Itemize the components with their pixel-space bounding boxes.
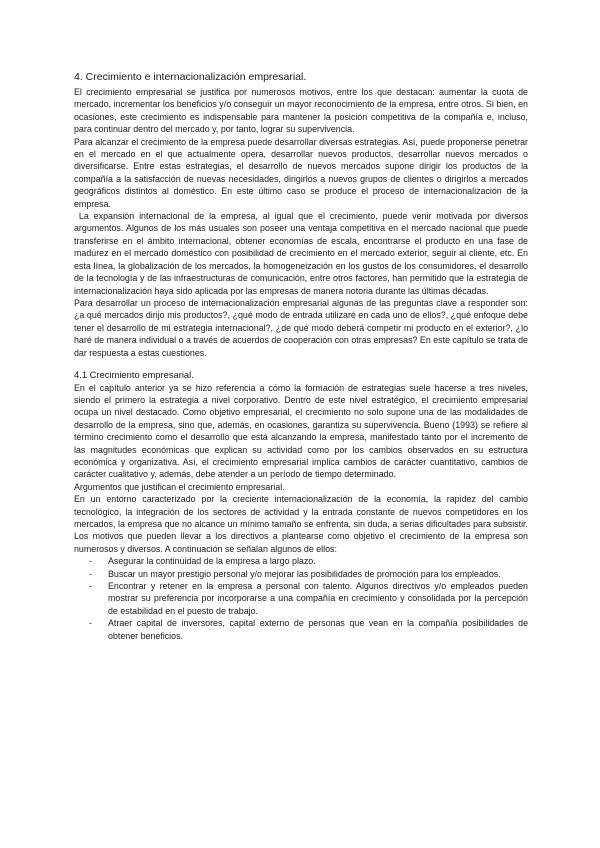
bullet-dash: -	[89, 581, 92, 592]
list-item	[89, 580, 528, 617]
body-paragraph: En el capítulo anterior ya se hizo referencia a cómo la formación de estrategias suele hacerse a tres niveles, siendo el primero la estrategia a nivel corporativo. Dentro de este nivel estratégico, el crecimiento empresarial ocupa un nivel destacado. Como objetivo empresarial, el crecimiento no solo supone una de las modalidades de desarrollo de la empresa, sino que, además, en ocasiones, garantiza su supervivencia. Bueno (1993) se refiere al término crecimiento como el desarrollo que está alcanzando la empresa, manifestado tanto por el incremento de las magnitudes económicas que explican su actividad como por los cambios observados en su estructura económica y organizativa. Así, el crecimiento empresarial implica cambios de carácter cuantitativo, cambios de carácter cualitativo y, además, debe atender a un período de tiempo determinado.	[74, 382, 528, 480]
body-paragraph: En un entorno caracterizado por la creciente internacionalización de la economía, la rapidez del cambio tecnológico, la integración de los sectores de actividad y la entrada constante de nuevos competidores en los mercados, la empresa que no alcance un mínimo tamaño se enfrenta, sin duda, a serias dificultades para subsistir. Los motivos que pueden llevar a los directivos a plantearse como objetivo el crecimiento de la empresa son numerosos y diversos. A continuación se señalan algunos de ellos:	[74, 494, 528, 554]
list-item-text: Asegurar la continuidad de la empresa a largo plazo.	[108, 556, 316, 567]
list-item	[89, 568, 528, 580]
subsection-title: 4.1 Crecimiento empresarial.	[74, 368, 194, 380]
bullet-dash: -	[89, 556, 92, 567]
list-item	[89, 617, 528, 642]
list-item-text: Buscar un mayor prestigio personal y/o mejorar las posibilidades de promoción para los empleados.	[108, 568, 501, 579]
bullet-dash: -	[89, 568, 92, 579]
list-item	[89, 555, 528, 567]
list-item-text: Atraer capital de inversores, capital externo de personas que vean en la compañía posibilidades de obtener beneficios.	[108, 618, 528, 641]
body-paragraph: La expansión internacional de la empresa, al igual que el crecimiento, puede venir motivada por diversos argumentos. Algunos de los más usuales son poseer una ventaja competitiva en el mercado nacional que puede transferirse en el ámbito internacional, obtener economías de escala, encontrarse el producto en una fase de madurez en el mercado doméstico con posibilidad de crecimiento en el mercado exterior, seguir al cliente, etc. En esta línea, la globalización de los mercados, la homogeneización en los gustos de los consumidores, el desarrollo de la tecnología y de las infraestructuras de comunicación, entre otros factores, han permitido que la estrategia de internacionalización haya sido aplicada por las empresas de manera notoria durante las últimas décadas.	[74, 211, 531, 296]
section-title: 4. Crecimiento e internacionalización empresarial.	[74, 71, 307, 83]
list-item-text: Encontrar y retener en la empresa a personal con talento. Algunos directivos y/o empleados pueden mostrar su preferencia por incorporarse a una compañía en crecimiento y consolidada por la percepción de estabilidad en el puesto de trabajo.	[108, 581, 528, 616]
body-paragraph: El crecimiento empresarial se justifica por numerosos motivos, entre los que destacan: aumentar la cuota de mercado, incrementar los beneficios y/o conseguir un mayor reconocimiento de la empresa, entre otros. Si bien, en ocasiones, este crecimiento es indispensable para mantener la posición competitiva de la compañía e, incluso, para continuar dentro del mercado y, por tanto, lograr su supervivencia.	[74, 87, 528, 135]
body-paragraph: Para alcanzar el crecimiento de la empresa puede desarrollar diversas estrategias. Así, puede proponerse penetrar en el mercado en el que actualmente opera, desarrollar nuevos productos, desarrollar nuevos mercados o diversificarse. Entre estas estrategias, el desarrollo de nuevos mercados supone dirigir los productos de la compañía a la satisfacción de nuevas necesidades, dirigirlos a nuevos grupos de clientes o dirigirlos a mercados geográficos distintos al doméstico. En este último caso se produce el proceso de internacionalización de la empresa.	[74, 136, 528, 209]
reasons-list	[74, 555, 528, 642]
bullet-dash: -	[89, 618, 92, 629]
body-paragraph: Para desarrollar un proceso de internacionalización empresarial algunas de las preguntas clave a responder son: ¿a qué mercados dirijo mis productos?, ¿qué modo de entrada utilizaré en cada uno de ellos?, ¿qué enfoque debe tener el desarrollo de mi estrategia internacional?, ¿de qué modo deberá competir mi producto en el exterior?, ¿lo haré de manera individual o a través de acuerdos de cooperación con otras empresas? En este capítulo se trata de dar respuesta a estas cuestiones.	[74, 297, 528, 358]
arguments-lead-line: Argumentos que justifican el crecimiento empresarial.	[74, 481, 285, 492]
